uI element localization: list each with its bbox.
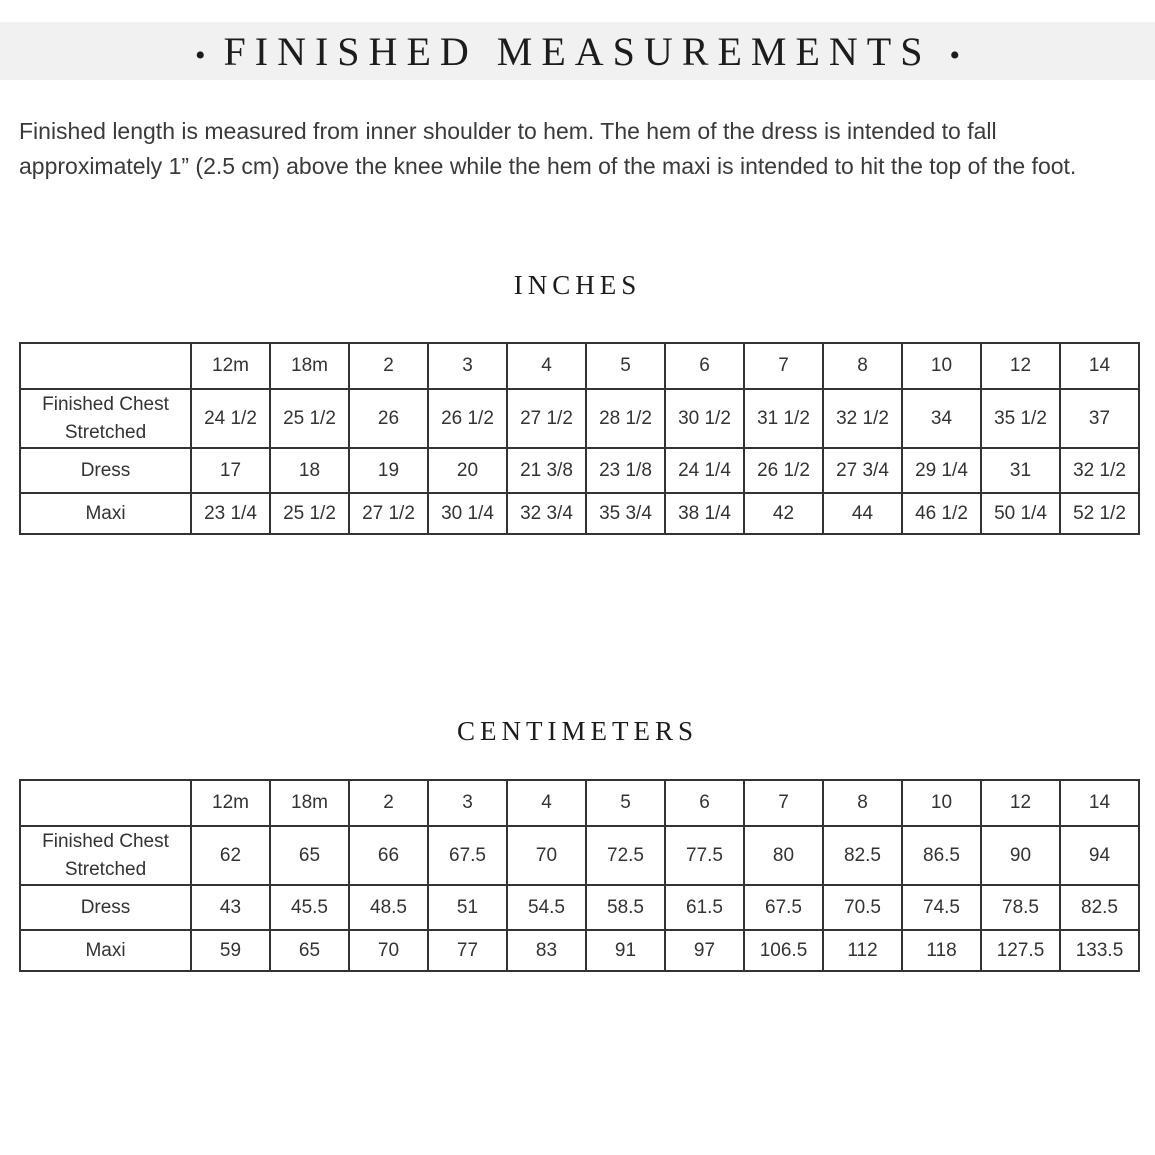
- table-row: [20, 448, 1139, 493]
- measurement-cell: 38 1/4: [665, 493, 744, 534]
- measurement-cell: 67.5: [428, 826, 507, 885]
- corner-cell: [20, 343, 191, 389]
- title-text: FINISHED MEASUREMENTS: [223, 28, 932, 74]
- centimeters-heading: CENTIMETERS: [457, 716, 698, 746]
- measurement-cell: 86.5: [902, 826, 981, 885]
- table-row: [20, 389, 1139, 448]
- size-header-cell: 8: [823, 780, 902, 826]
- measurement-cell: 77.5: [665, 826, 744, 885]
- measurement-cell: 91: [586, 930, 665, 971]
- measurement-cell: 43: [191, 885, 270, 930]
- measurement-cell: 24 1/4: [665, 448, 744, 493]
- table-row: [20, 930, 1139, 971]
- inches-table: [19, 342, 1140, 535]
- size-header-cell: 5: [586, 343, 665, 389]
- size-header-cell: 18m: [270, 343, 349, 389]
- measurement-cell: 67.5: [744, 885, 823, 930]
- measurement-cell: 97: [665, 930, 744, 971]
- measurement-cell: 70: [507, 826, 586, 885]
- size-header-cell: 6: [665, 343, 744, 389]
- corner-cell: [20, 780, 191, 826]
- measurement-cell: 72.5: [586, 826, 665, 885]
- measurement-cell: 31 1/2: [744, 389, 823, 448]
- measurement-cell: 28 1/2: [586, 389, 665, 448]
- measurement-cell: 32 1/2: [823, 389, 902, 448]
- size-header-cell: 14: [1060, 343, 1139, 389]
- measurement-cell: 118: [902, 930, 981, 971]
- size-header-cell: 4: [507, 343, 586, 389]
- centimeters-table: [19, 779, 1140, 972]
- measurement-cell: 35 1/2: [981, 389, 1060, 448]
- measurement-cell: 32 1/2: [1060, 448, 1139, 493]
- measurement-cell: 45.5: [270, 885, 349, 930]
- measurement-cell: 61.5: [665, 885, 744, 930]
- measurement-cell: 27 3/4: [823, 448, 902, 493]
- measurement-cell: 58.5: [586, 885, 665, 930]
- row-label-line1: Dress: [80, 459, 131, 481]
- measurement-cell: 70.5: [823, 885, 902, 930]
- measurement-cell: 30 1/4: [428, 493, 507, 534]
- measurement-cell: 94: [1060, 826, 1139, 885]
- measurement-cell: 74.5: [902, 885, 981, 930]
- measurement-cell: 35 3/4: [586, 493, 665, 534]
- measurement-cell: 65: [270, 930, 349, 971]
- measurement-cell: 65: [270, 826, 349, 885]
- measurement-cell: 26: [349, 389, 428, 448]
- row-label: [20, 493, 191, 534]
- measurement-cell: 44: [823, 493, 902, 534]
- page-title: [177, 28, 978, 75]
- table-row: [20, 493, 1139, 534]
- measurement-cell: 51: [428, 885, 507, 930]
- size-header-cell: 3: [428, 780, 507, 826]
- measurement-cell: 26 1/2: [744, 448, 823, 493]
- size-header-cell: 12: [981, 780, 1060, 826]
- measurement-cell: 133.5: [1060, 930, 1139, 971]
- size-header-cell: 7: [744, 343, 823, 389]
- size-header-cell: 5: [586, 780, 665, 826]
- table-row: [20, 826, 1139, 885]
- measurement-cell: 25 1/2: [270, 493, 349, 534]
- intro-paragraph: Finished length is measured from inner shoulder to hem. The hem of the dress is intended to fall approximately 1” (2.5 cm) above the knee while the hem of the maxi is intended to hit the top of the foot.: [19, 118, 1077, 179]
- row-label-line1: Maxi: [85, 502, 126, 524]
- row-label-line1: Dress: [80, 896, 131, 918]
- size-header-cell: 12m: [191, 343, 270, 389]
- measurement-cell: 66: [349, 826, 428, 885]
- size-header-cell: 10: [902, 780, 981, 826]
- measurement-cell: 62: [191, 826, 270, 885]
- row-label: [20, 448, 191, 493]
- measurement-cell: 50 1/4: [981, 493, 1060, 534]
- row-label-line1: Finished Chest: [42, 393, 169, 415]
- row-label: [20, 930, 191, 971]
- size-header-row: [20, 780, 1139, 826]
- row-label-line2: Stretched: [64, 858, 147, 880]
- size-header-cell: 3: [428, 343, 507, 389]
- measurement-cell: 20: [428, 448, 507, 493]
- row-label: [20, 885, 191, 930]
- measurement-cell: 46 1/2: [902, 493, 981, 534]
- measurement-cell: 54.5: [507, 885, 586, 930]
- table-row: [20, 885, 1139, 930]
- measurement-cell: 70: [349, 930, 428, 971]
- size-header-cell: 12m: [191, 780, 270, 826]
- measurement-cell: 19: [349, 448, 428, 493]
- measurement-cell: 27 1/2: [507, 389, 586, 448]
- measurement-cell: 77: [428, 930, 507, 971]
- size-header-cell: 2: [349, 780, 428, 826]
- size-header-cell: 7: [744, 780, 823, 826]
- measurement-cell: 25 1/2: [270, 389, 349, 448]
- title-bullet-left: •: [195, 38, 206, 72]
- measurement-cell: 17: [191, 448, 270, 493]
- size-header-row: [20, 343, 1139, 389]
- measurement-cell: 23 1/8: [586, 448, 665, 493]
- row-label-line2: Stretched: [64, 421, 147, 443]
- size-header-cell: 4: [507, 780, 586, 826]
- measurement-cell: 27 1/2: [349, 493, 428, 534]
- measurement-cell: 37: [1060, 389, 1139, 448]
- measurement-cell: 31: [981, 448, 1060, 493]
- size-header-cell: 2: [349, 343, 428, 389]
- size-header-cell: 18m: [270, 780, 349, 826]
- size-header-cell: 14: [1060, 780, 1139, 826]
- inches-heading: INCHES: [513, 270, 642, 300]
- measurement-cell: 21 3/8: [507, 448, 586, 493]
- measurement-cell: 34: [902, 389, 981, 448]
- measurement-cell: 80: [744, 826, 823, 885]
- measurement-cell: 78.5: [981, 885, 1060, 930]
- row-label: [20, 826, 191, 885]
- measurement-cell: 18: [270, 448, 349, 493]
- measurement-cell: 32 3/4: [507, 493, 586, 534]
- size-header-cell: 6: [665, 780, 744, 826]
- measurement-cell: 23 1/4: [191, 493, 270, 534]
- measurement-cell: 42: [744, 493, 823, 534]
- measurement-cell: 82.5: [823, 826, 902, 885]
- measurement-cell: 29 1/4: [902, 448, 981, 493]
- measurement-cell: 26 1/2: [428, 389, 507, 448]
- row-label-line1: Maxi: [85, 939, 126, 961]
- title-banner: [0, 22, 1155, 80]
- size-header-cell: 10: [902, 343, 981, 389]
- measurement-cell: 127.5: [981, 930, 1060, 971]
- size-header-cell: 12: [981, 343, 1060, 389]
- measurement-cell: 59: [191, 930, 270, 971]
- measurement-cell: 30 1/2: [665, 389, 744, 448]
- measurement-cell: 52 1/2: [1060, 493, 1139, 534]
- measurement-cell: 90: [981, 826, 1060, 885]
- measurement-cell: 24 1/2: [191, 389, 270, 448]
- measurement-cell: 48.5: [349, 885, 428, 930]
- measurement-cell: 82.5: [1060, 885, 1139, 930]
- row-label: [20, 389, 191, 448]
- title-bullet-right: •: [949, 38, 960, 72]
- measurement-cell: 112: [823, 930, 902, 971]
- measurement-cell: 106.5: [744, 930, 823, 971]
- size-header-cell: 8: [823, 343, 902, 389]
- measurement-cell: 83: [507, 930, 586, 971]
- row-label-line1: Finished Chest: [42, 830, 169, 852]
